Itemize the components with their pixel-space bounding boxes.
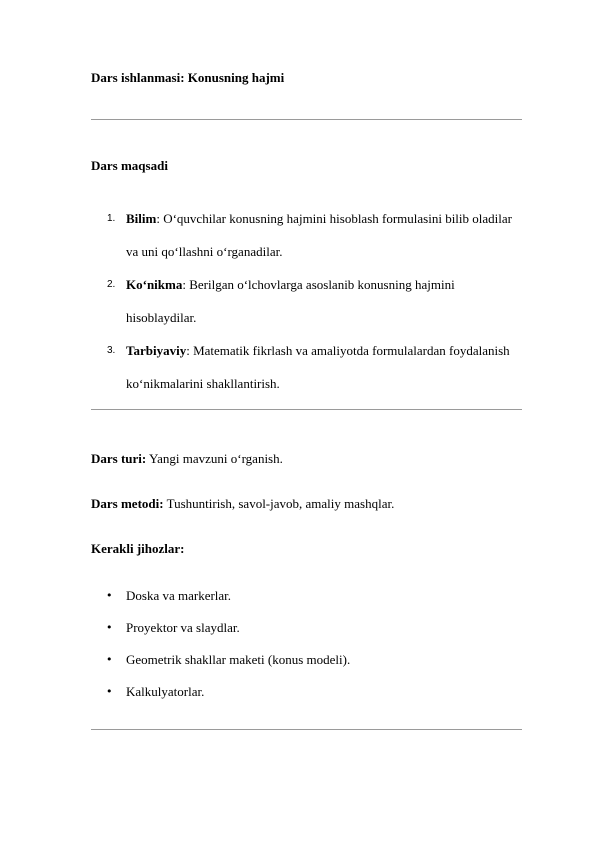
bullet-icon: • xyxy=(106,685,113,698)
goal-term: Tarbiyaviy xyxy=(126,343,187,358)
goal-term: Ko‘nikma xyxy=(126,277,183,292)
horizontal-divider xyxy=(91,729,522,730)
goals-list xyxy=(91,202,522,400)
lesson-type-value: Yangi mavzuni o‘rganish. xyxy=(146,451,283,466)
lesson-method xyxy=(91,496,394,512)
list-item xyxy=(91,649,350,681)
list-item-text: Geometrik shakllar maketi (konus modeli). xyxy=(126,652,351,667)
bullet-icon: • xyxy=(106,621,113,634)
equipment-heading: Kerakli jihozlar: xyxy=(91,541,185,556)
goals-heading: Dars maqsadi xyxy=(91,158,168,173)
lesson-method-label: Dars metodi: xyxy=(91,496,164,511)
bullet-icon: • xyxy=(106,589,113,602)
document-title: Dars ishlanmasi: Konusning hajmi xyxy=(91,70,285,85)
goal-item xyxy=(91,202,522,268)
bullet-icon: • xyxy=(106,653,113,666)
goal-item xyxy=(91,268,522,334)
horizontal-divider xyxy=(91,409,522,410)
goal-term: Bilim xyxy=(126,211,157,226)
list-item-text: Kalkulyatorlar. xyxy=(126,684,205,699)
list-item-text: Doska va markerlar. xyxy=(126,588,232,603)
equipment-list xyxy=(91,585,350,713)
horizontal-divider xyxy=(91,119,522,120)
list-item-text: Proyektor va slaydlar. xyxy=(126,620,240,635)
goal-number: 1. xyxy=(107,213,116,224)
list-item xyxy=(91,617,350,649)
list-item xyxy=(91,585,350,617)
list-item xyxy=(91,681,350,713)
lesson-type xyxy=(91,451,283,467)
goal-item xyxy=(91,334,522,400)
lesson-type-label: Dars turi: xyxy=(91,451,147,466)
goal-text: : Matematik fikrlash va amaliyotda formulalardan foydalanish ko‘nikmalarini shakllantirish. xyxy=(126,343,510,391)
goal-text: : Berilgan o‘lchovlarga asoslanib konusning hajmini hisoblaydilar. xyxy=(126,277,455,325)
goal-text: : O‘quvchilar konusning hajmini hisoblash formulasini bilib oladilar va uni qo‘llashni o‘rganadilar. xyxy=(126,211,512,259)
goal-number: 2. xyxy=(107,279,116,290)
lesson-method-value: Tushuntirish, savol-javob, amaliy mashqlar. xyxy=(163,496,395,511)
goal-number: 3. xyxy=(107,345,116,356)
